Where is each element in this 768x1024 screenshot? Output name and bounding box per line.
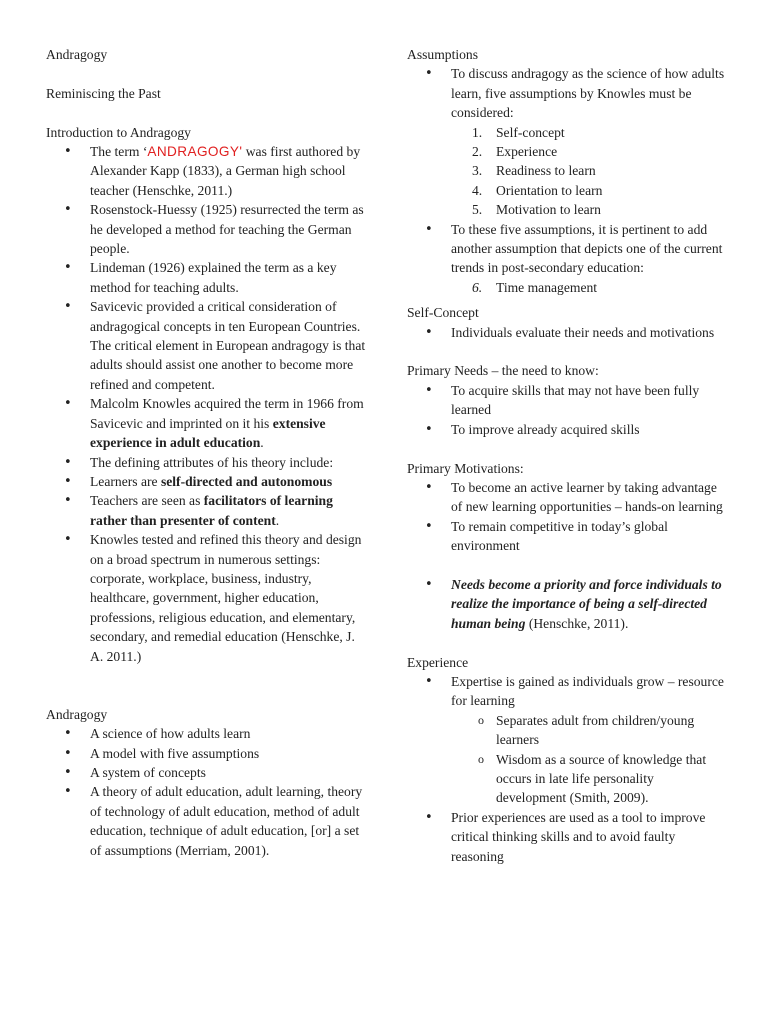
numbered-item: 2. Experience	[472, 144, 558, 160]
document-title: Andragogy	[46, 47, 108, 62]
list-item: • The defining attributes of his theory include:	[46, 453, 366, 472]
list-item: • A science of how adults learn	[46, 724, 366, 743]
motivations-heading: Primary Motivations:	[407, 460, 524, 476]
list-item: • Savicevic provided a critical consideration of andragogical concepts in ten European Countries. The critical element in European andragogy is that adults should assist one another to become more refined and competent.	[46, 297, 366, 394]
experience-heading: Experience	[407, 654, 469, 670]
list-item: • To discuss andragogy as the science of how adults learn, five assumptions by Knowles must be considered: 1. Self-concept 2. Experience 3. Readiness to learn 4. Orientation to learn 5. Motivation to learn	[407, 64, 727, 219]
numbered-item: 5. Motivation to learn	[472, 202, 601, 218]
right-column	[407, 45, 727, 866]
subtitle: Reminiscing the Past	[46, 85, 161, 101]
intro-heading: Introduction to Andragogy	[46, 124, 191, 140]
numbered-item: 4. Orientation to learn	[472, 182, 603, 198]
sub-list-item: o Wisdom as a source of knowledge that occurs in late life personality development (Smith, 2009).	[451, 750, 727, 808]
andragogy-list	[46, 724, 366, 860]
list-item: • To become an active learner by taking advantage of new learning opportunities – hands-on learning	[407, 478, 727, 517]
needs-list	[407, 381, 727, 439]
self-concept-heading: Self-Concept	[407, 305, 479, 321]
list-item: • Malcolm Knowles acquired the term in 1966 from Savicevic and imprinted on it his extensive experience in adult education.	[46, 394, 366, 452]
list-item: • To improve already acquired skills	[407, 420, 727, 439]
andragogy-heading: Andragogy	[46, 706, 108, 722]
numbered-item: 3. Readiness to learn	[472, 163, 596, 179]
list-item: • A model with five assumptions	[46, 744, 366, 763]
sub-list-item: o Separates adult from children/young learners	[451, 711, 727, 750]
list-item: • A theory of adult education, adult learning, theory of technology of adult education, method of adult education, technique of adult education, [or] a set of assumptions (Merriam, 2001).	[46, 782, 366, 860]
numbered-item: 6. Time management	[472, 279, 598, 295]
list-item: • Rosenstock-Huessy (1925) resurrected the term as he developed a method for teaching the German people.	[46, 200, 366, 258]
list-item: • Prior experiences are used as a tool to improve critical thinking skills and to avoid faulty reasoning	[407, 808, 727, 866]
list-item: • To these five assumptions, it is pertinent to add another assumption that depicts one of the current trends in post-secondary education: 6. Time management	[407, 220, 727, 298]
intro-list	[46, 142, 366, 666]
list-item: • Needs become a priority and force individuals to realize the importance of being a self-directed human being (Henschke, 2011).	[407, 575, 727, 633]
list-item: • Knowles tested and refined this theory and design on a broad spectrum in numerous settings: corporate, workplace, business, industry, healthcare, government, higher education, professions, religious education, and elementary, secondary, and remedial education (Henschke, J. A. 2011.)	[46, 530, 366, 666]
self-concept-list	[407, 323, 727, 342]
list-item: • Expertise is gained as individuals grow – resource for learning o Separates adult from children/young learners o Wisdom as a source of knowledge that occurs in late life personality development (Smith, 2009).	[407, 672, 727, 808]
list-item: • To remain competitive in today’s global environment	[407, 517, 727, 556]
experience-list	[407, 672, 727, 866]
motivations-list	[407, 478, 727, 556]
list-item: • A system of concepts	[46, 763, 366, 782]
numbered-list	[451, 123, 727, 220]
list-item: • Individuals evaluate their needs and motivations	[407, 323, 727, 342]
list-item: • Teachers are seen as facilitators of learning rather than presenter of content.	[46, 491, 366, 530]
needs-heading: Primary Needs – the need to know:	[407, 363, 599, 379]
needs-priority-list	[407, 575, 727, 633]
highlighted-term: ANDRAGOGY'	[147, 144, 243, 159]
numbered-item: 1. Self-concept	[472, 124, 565, 140]
left-column	[46, 45, 366, 860]
list-item: • Learners are self-directed and autonomous	[46, 472, 366, 491]
list-item: • To acquire skills that may not have been fully learned	[407, 381, 727, 420]
list-item: • The term ‘ANDRAGOGY' was first authored by Alexander Kapp (1833), a German high school teacher (Henschke, 2011.)	[46, 142, 366, 200]
assumptions-heading: Assumptions	[407, 47, 479, 62]
assumptions-list	[407, 64, 727, 297]
list-item: • Lindeman (1926) explained the term as a key method for teaching adults.	[46, 258, 366, 297]
sub-list	[451, 711, 727, 808]
numbered-list	[451, 278, 727, 297]
